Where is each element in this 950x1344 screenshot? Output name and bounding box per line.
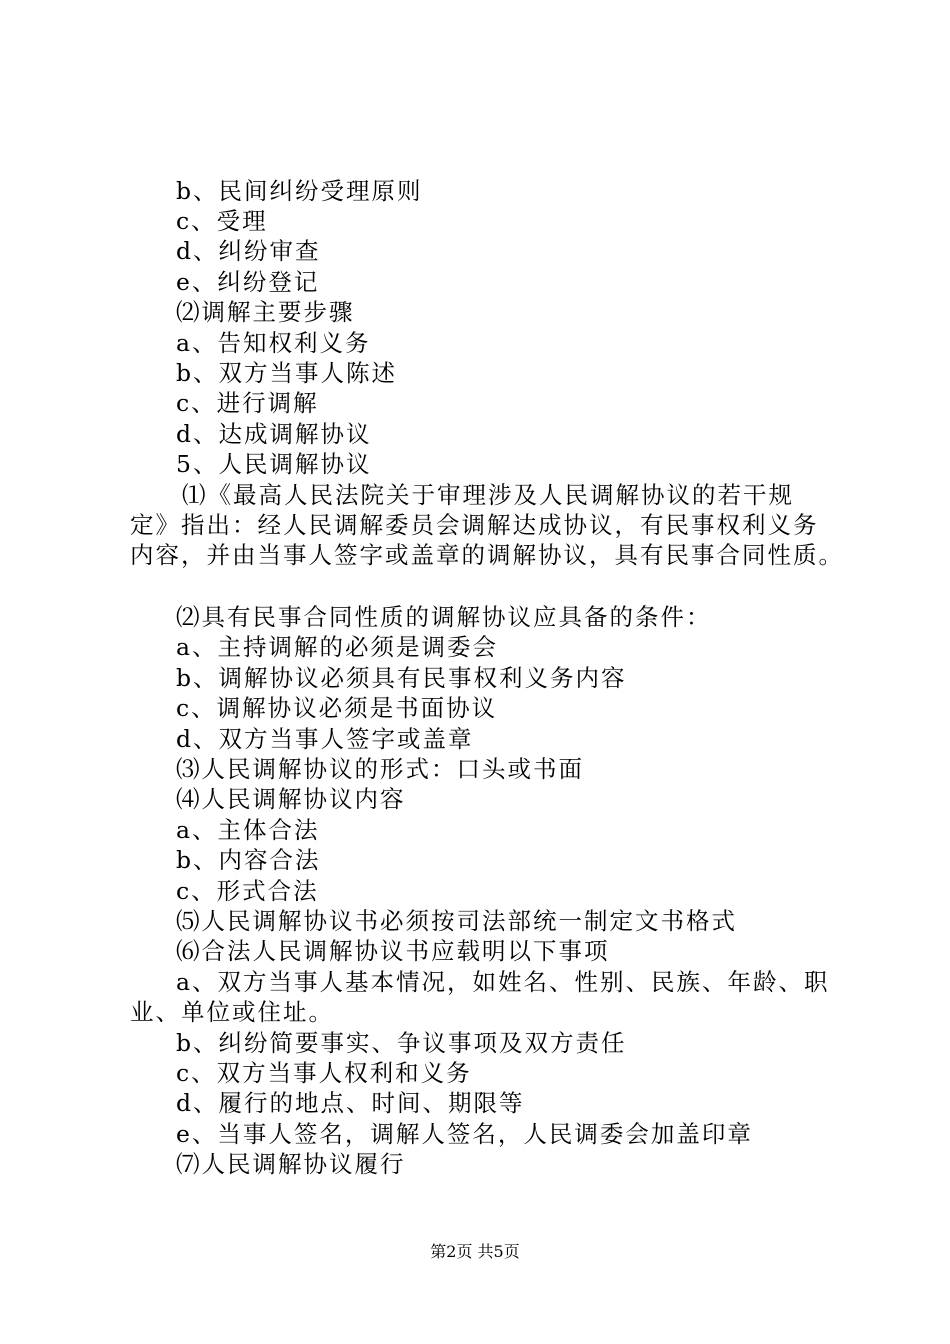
- text-line: 5、人民调解协议: [176, 450, 372, 478]
- text-line: b、内容合法: [176, 846, 321, 874]
- text-line: 业、单位或住址。: [130, 998, 334, 1026]
- text-line: a、主体合法: [176, 816, 320, 844]
- text-line: ⑶人民调解协议的形式：口头或书面: [176, 755, 584, 783]
- text-line: c、形式合法: [176, 877, 319, 905]
- text-line: c、受理: [176, 207, 268, 235]
- text-line: a、主持调解的必须是调委会: [176, 633, 499, 661]
- text-line: b、纠纷简要事实、争议事项及双方责任: [176, 1029, 627, 1057]
- text-line: ⑴《最高人民法院关于审理涉及人民调解协议的若干规: [182, 481, 794, 509]
- text-line: d、履行的地点、时间、期限等: [176, 1089, 525, 1117]
- text-line: ⑵具有民事合同性质的调解协议应具备的条件：: [176, 603, 712, 631]
- text-line: e、纠纷登记: [176, 268, 320, 296]
- text-line: d、纠纷审查: [176, 237, 321, 265]
- text-line: e、当事人签名，调解人签名，人民调委会加盖印章: [176, 1120, 753, 1148]
- page-number-footer: 第2页 共5页: [430, 1242, 520, 1261]
- text-line: ⑷人民调解协议内容: [176, 785, 406, 813]
- text-line: 内容，并由当事人签字或盖章的调解协议，具有民事合同性质。: [130, 541, 844, 569]
- text-line: c、进行调解: [176, 389, 319, 417]
- text-line: a、双方当事人基本情况，如姓名、性别、民族、年龄、职: [176, 968, 830, 996]
- text-line: b、调解协议必须具有民事权利义务内容: [176, 664, 627, 692]
- text-line: c、双方当事人权利和义务: [176, 1059, 472, 1087]
- text-line: c、调解协议必须是书面协议: [176, 694, 498, 722]
- text-line: ⑵调解主要步骤: [176, 298, 355, 326]
- text-line: a、告知权利义务: [176, 329, 371, 357]
- text-line: d、双方当事人签字或盖章: [176, 725, 474, 753]
- text-line: 定》指出：经人民调解委员会调解达成协议，有民事权利义务: [130, 511, 819, 539]
- text-line: b、双方当事人陈述: [176, 359, 398, 387]
- text-line: ⑸人民调解协议书必须按司法部统一制定文书格式: [176, 907, 737, 935]
- text-line: ⑹合法人民调解协议书应载明以下事项: [176, 937, 610, 965]
- text-line: d、达成调解协议: [176, 420, 372, 448]
- text-line: b、民间纠纷受理原则: [176, 177, 423, 205]
- text-line: ⑺人民调解协议履行: [176, 1150, 406, 1178]
